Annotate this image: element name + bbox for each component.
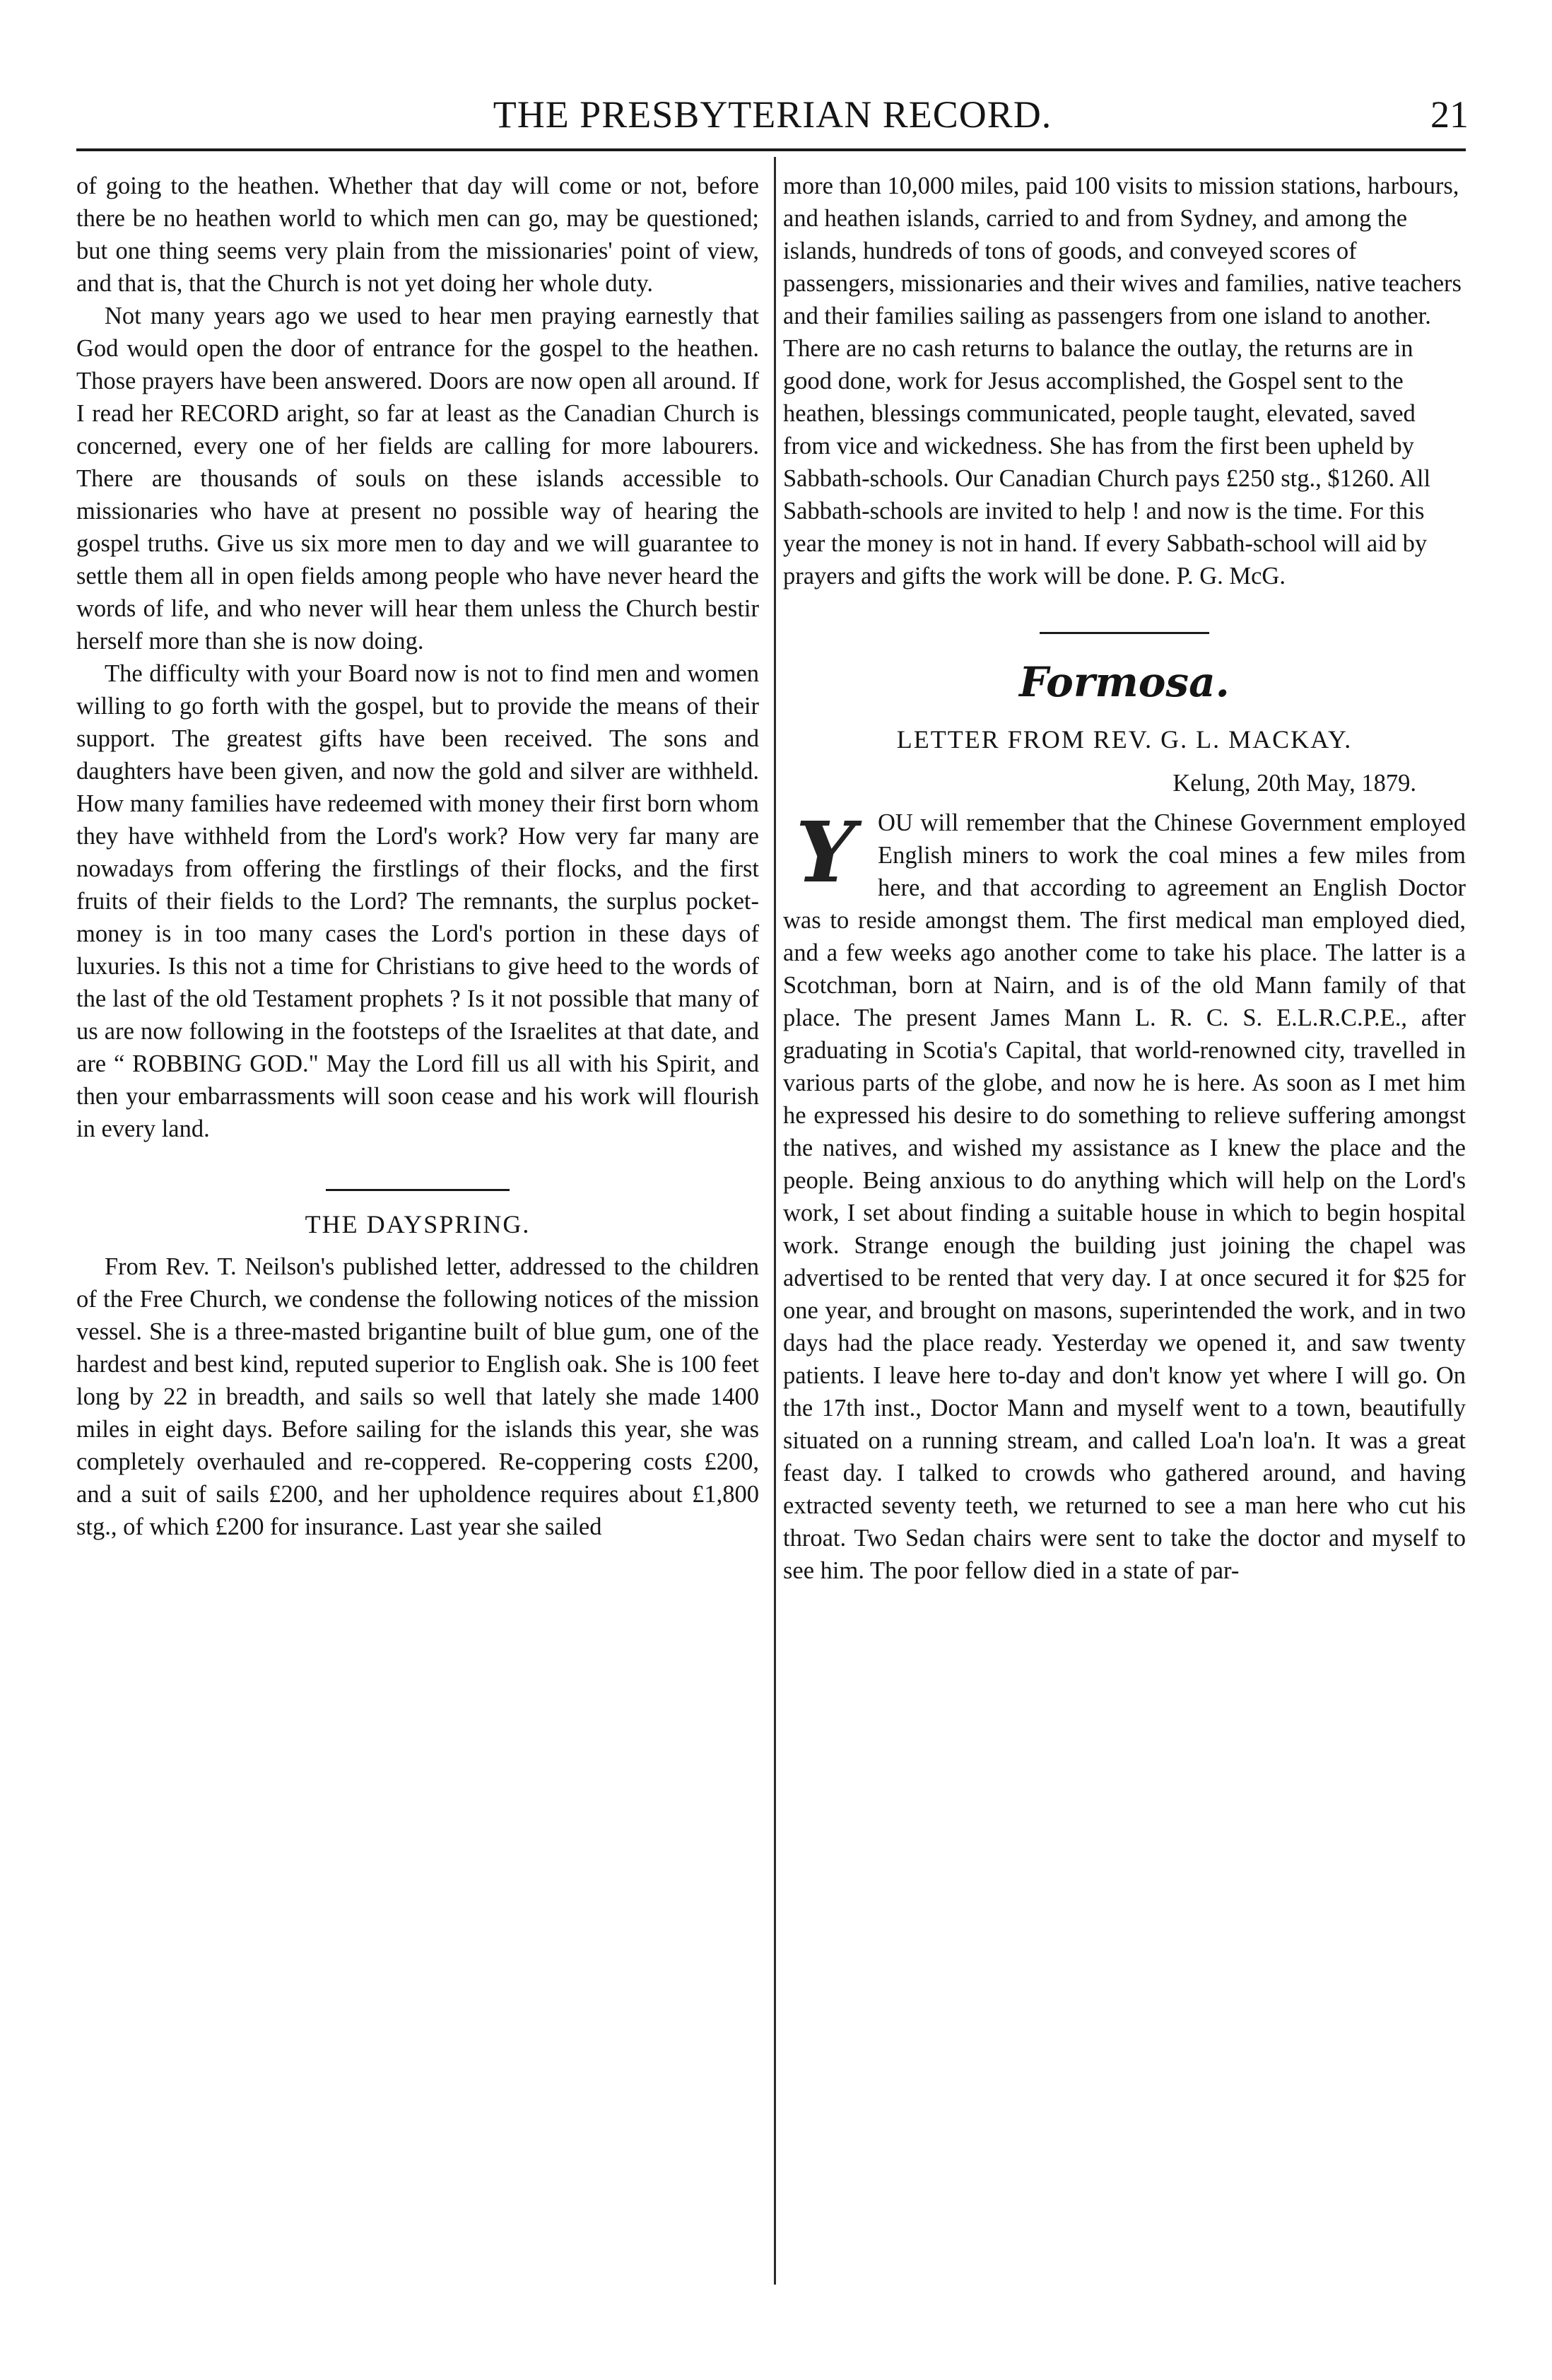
running-title: THE PRESBYTERIAN RECORD. (493, 93, 1052, 136)
letter-paragraph: OU will remember that the Chinese Government employed English miners to work the coal mines a few miles from here, and that according to agreement an English Doctor was to reside amongst them. The first medical man employed died, and a few weeks ago another come to take his place. The latter is a Scotchman, born at Nairn, and is of the old Mann family of that place. The present James Mann L. R. C. S. E.L.R.C.P.E., after graduating in Scotia's Capital, that world-renowned city, travelled in various parts of the globe, and now he is here. As soon as I met him he expressed his desire to do something to relieve suffering amongst the natives, and wished my assistance as I knew the place and the people. Being anxious to do anything which will help on the Lord's work, I set about finding a suitable house in which to begin hospital work. Strange enough the building just joining the chapel was advertised to be rented that very day. I at once secured it for $25 for one year, and brought on masons, superintended the work, and in two days had the place ready. Yesterday we opened it, and saw twenty patients. I leave here to-day and don't know yet where I will go. On the 17th inst., Doctor Mann and myself went to a town, beautifully situated on a running stream, and called Loa'n loa'n. It was a great feast day. I talked to crowds who gathered around, and having extracted seventy teeth, we returned to see a man here who cut his throat. Two Sedan chairs were sent to take the doctor and myself to see him. The poor fellow died in a state of par- (783, 809, 1466, 1584)
article-paragraph: Not many years ago we used to hear men praying earnestly that God would open the door of entrance for the gospel to the heathen. Those prayers have been answered. Doors are now open all around. If I read her RECORD aright, so far at least as the Canadian Church is concerned, every one of her fields are calling for more labourers. There are thousands of souls on these islands accessible to missionaries who have at present no possible way of hearing the gospel truths. Give us six more men to day and we will guarantee to settle them all in open fields among people who have never heard the words of life, and who never will hear them unless the Church bestir herself more than she is now doing. (76, 303, 759, 655)
article-paragraph: The difficulty with your Board now is not to find men and women willing to go forth with the gospel, but to provide the means of their support. The greatest gifts have been received. The sons and daughters have been given, and now the gold and silver are withheld. How many families have redeemed with money their first born whom they have withheld from the Lord's work? How very far many are nowadays from offering the firstlings of their flocks, and the first fruits of their fields to the Lord? The remnants, the surplus pocket-money is in too many cases the Lord's portion in these days of luxuries. Is this not a time for Christians to give heed to the words of the last of the old Testament prophets ? Is it not possible that many of us are now following in the footsteps of the Israelites at that date, and are “ ROBBING GOD." May the Lord fill us all with his Spirit, and then your embarrassments will soon cease and his work will flourish in every land. (76, 660, 759, 1142)
header-rule (76, 148, 1466, 151)
section-divider (1040, 632, 1209, 634)
page-header (76, 93, 1469, 136)
dayspring-paragraph: From Rev. T. Neilson's published letter, addressed to the children of the Free Church, we condense the following notices of the mission vessel. She is a three-masted brigantine built of blue gum, one of the hardest and best kind, reputed superior to English oak. She is 100 feet long by 22 in breadth, and sails so well that lately she made 1400 miles in eight days. Before sailing for the islands this year, she was completely overhauled and re-coppered. Re-coppering costs £200, and a suit of sails £200, and her upholdence requires about £1,800 stg., of which £200 for insurance. Last year she sailed (76, 1253, 759, 1540)
letter-title: LETTER FROM REV. G. L. MACKAY. (896, 725, 1353, 754)
section-divider (326, 1189, 510, 1191)
letter-body (783, 803, 1466, 1587)
section-title-formosa: Formosa. (1019, 658, 1230, 706)
section-title-dayspring: THE DAYSPRING. (305, 1210, 531, 1238)
drop-cap: Y (795, 803, 856, 901)
column-rule (774, 157, 776, 2285)
left-column (76, 170, 759, 1543)
article-paragraph: of going to the heathen. Whether that day will come or not, before there be no heathen world to which men can go, may be questioned; but one thing seems very plain from the missionaries' point of view, and that is, that the Church is not yet doing her whole duty. (76, 172, 759, 297)
letter-dateline: Kelung, 20th May, 1879. (1172, 770, 1416, 797)
page-number: 21 (1430, 93, 1469, 136)
right-column (783, 170, 1466, 1587)
dayspring-paragraph-continued: more than 10,000 miles, paid 100 visits to mission stations, harbours, and heathen islands, carried to and from Sydney, and among the islands, hundreds of tons of goods, and conveyed scores of passengers, missionaries and their wives and families, native teachers and their families sailing as passengers from one island to another. There are no cash returns to balance the outlay, the returns are in good done, work for Jesus accomplished, the Gospel sent to the heathen, blessings communicated, people taught, elevated, saved from vice and wickedness. She has from the first been upheld by Sabbath-schools. Our Canadian Church pays £250 stg., $1260. All Sabbath-schools are invited to help ! and now is the time. For this year the money is not in hand. If every Sabbath-school will aid by prayers and gifts the work will be done. P. G. McG. (783, 172, 1462, 590)
